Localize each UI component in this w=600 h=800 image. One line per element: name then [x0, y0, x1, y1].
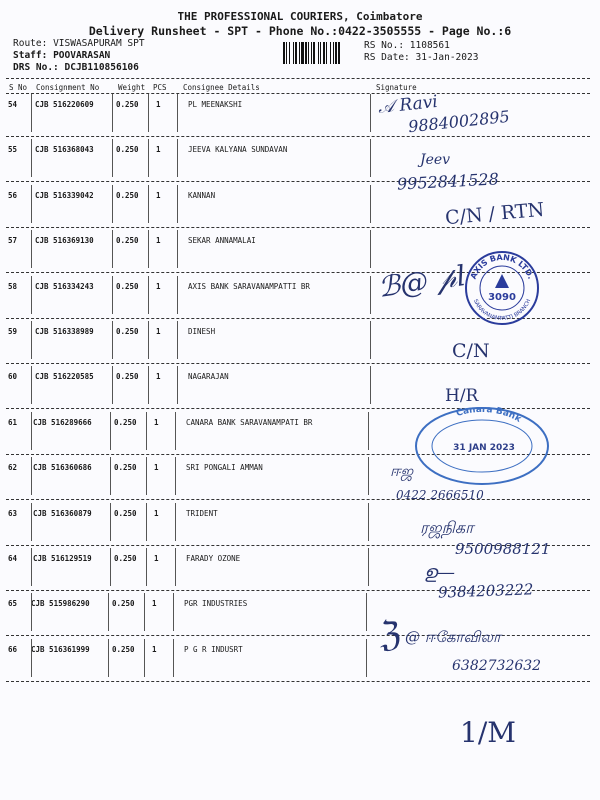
column-divider: [368, 503, 369, 541]
row-sno: 63: [8, 508, 18, 518]
row-pcs: 1: [156, 327, 161, 336]
column-divider: [146, 412, 147, 450]
row-sno: 56: [8, 190, 18, 200]
barcode-bar: [330, 42, 331, 64]
row-weight: 0.250: [114, 417, 137, 427]
barcode-bar: [293, 42, 294, 64]
rs-no-label: RS No.:: [364, 40, 405, 51]
column-divider: [31, 593, 32, 631]
column-divider: [370, 230, 371, 268]
column-divider: [112, 230, 113, 268]
column-divider: [144, 639, 145, 677]
column-divider: [31, 412, 32, 450]
row-divider: [6, 227, 590, 228]
row-sno: 60: [8, 372, 18, 382]
column-divider: [177, 139, 178, 177]
handwritten-phone-66: 6382732632: [452, 658, 542, 674]
column-divider: [110, 503, 111, 541]
signature-65: ℨ: [380, 615, 401, 655]
column-divider: [366, 639, 367, 677]
column-divider: [31, 276, 32, 314]
row-sno: 54: [8, 100, 18, 109]
barcode-bar: [320, 42, 321, 64]
column-divider: [31, 139, 32, 177]
signature-64: ഉ—: [424, 562, 455, 583]
handwritten-footer-mark: 1/M: [460, 716, 516, 749]
barcode-bar: [283, 42, 285, 64]
row-consignee: NAGARAJAN: [188, 372, 229, 382]
signature-63: ரஜநிகா: [420, 518, 474, 537]
row-consignee: PL MEENAKSHI: [188, 100, 243, 109]
row-weight: 0.250: [116, 236, 139, 246]
column-divider: [368, 457, 369, 495]
barcode-bar: [301, 42, 304, 64]
column-divider: [112, 276, 113, 314]
drs-value: DCJB110856106: [64, 62, 139, 73]
axis-stamp-code: 3090: [488, 292, 516, 303]
column-divider: [110, 457, 111, 495]
row-sno: 64: [8, 554, 18, 563]
staff-value: POOVARASAN: [53, 50, 111, 61]
column-divider: [177, 94, 178, 132]
column-divider: [112, 94, 113, 132]
row-consignee: FARADY OZONE: [186, 554, 241, 563]
row-weight: 0.250: [116, 281, 139, 291]
row-consignee: SRI PONGALI AMMAN: [186, 463, 263, 473]
axis-stamp-name: AXIS BANK LTD.: [468, 252, 536, 281]
row-sno: 66: [8, 644, 18, 654]
row-pcs: 1: [152, 644, 157, 654]
canara-bank-stamp: [412, 404, 552, 488]
company-title: THE PROFESSIONAL COURIERS, Coimbatore: [177, 10, 423, 23]
handwritten-phone-54: 9884002895: [407, 106, 511, 137]
row-consignment-no: CJB 516339042: [35, 190, 94, 200]
runsheet-subtitle: Delivery Runsheet - SPT - Phone No.:0422-3505555 - Page No.:6: [88, 24, 512, 38]
column-divider: [148, 276, 149, 314]
row-consignment-no: CJB 516289666: [33, 417, 92, 427]
row-divider: [6, 363, 590, 364]
staff-line: [13, 50, 110, 61]
column-divider: [108, 639, 109, 677]
barcode-bar: [333, 42, 334, 64]
row-divider: [6, 681, 590, 682]
row-pcs: 1: [156, 145, 161, 155]
column-divider: [148, 230, 149, 268]
rs-date-line: [364, 52, 478, 63]
barcode-bar: [311, 42, 312, 64]
barcode-bar: [318, 42, 319, 64]
handwritten-phone-62: 0422 2666510: [396, 488, 484, 502]
route-label: Route:: [13, 38, 48, 49]
signature-62: ஈஜ: [390, 462, 414, 480]
barcode-bar: [338, 42, 340, 64]
row-consignment-no: CJB 516368043: [35, 145, 94, 155]
signature-58: ℬ@ 𝓅l: [376, 259, 468, 304]
row-consignee: AXIS BANK SARAVANAMPATTI BR: [188, 281, 310, 291]
row-consignee: KANNAN: [188, 190, 216, 200]
row-weight: 0.250: [116, 145, 139, 155]
row-pcs: 1: [152, 599, 157, 609]
row-weight: 0.250: [116, 372, 139, 382]
column-divider: [177, 185, 178, 223]
col-header-sno: S No: [9, 83, 28, 92]
row-sno: 61: [8, 417, 18, 427]
row-consignee: TRIDENT: [186, 508, 218, 518]
column-divider: [370, 321, 371, 359]
barcode-image: [283, 42, 356, 64]
column-divider: [31, 321, 32, 359]
row-sno: 55: [8, 145, 18, 155]
column-divider: [31, 503, 32, 541]
staff-label: Staff:: [13, 50, 48, 61]
drs-line: [13, 62, 139, 73]
row-pcs: 1: [156, 100, 161, 109]
signature-66: @ ஈகோவிலா: [405, 628, 501, 646]
column-divider: [148, 185, 149, 223]
column-divider: [31, 366, 32, 404]
barcode-bar: [335, 42, 337, 64]
row-weight: 0.250: [114, 554, 137, 563]
column-divider: [177, 230, 178, 268]
row-consignee: SEKAR ANNAMALAI: [188, 236, 256, 246]
column-divider: [144, 593, 145, 631]
handwritten-note-60: H/R: [445, 386, 479, 406]
column-divider: [31, 185, 32, 223]
column-divider: [148, 139, 149, 177]
barcode-bar: [308, 42, 309, 64]
svg-text:Canara Bank: [455, 405, 523, 425]
col-header-consignee: Consignee Details: [183, 83, 260, 92]
column-divider: [175, 548, 176, 586]
row-pcs: 1: [154, 417, 159, 427]
column-divider: [31, 639, 32, 677]
row-consignment-no: CJB 516334243: [35, 281, 94, 291]
column-divider: [370, 185, 371, 223]
row-consignment-no: CJB 516369130: [35, 236, 94, 246]
column-divider: [112, 185, 113, 223]
canara-stamp-name: Canara Bank: [455, 404, 523, 425]
signature-55: Jeev: [420, 152, 451, 168]
column-divider: [31, 457, 32, 495]
row-sno: 58: [8, 281, 18, 291]
row-consignment-no: CJB 516220585: [35, 372, 94, 382]
row-divider: [6, 635, 590, 636]
column-divider: [173, 593, 174, 631]
row-sno: 57: [8, 236, 18, 246]
column-divider: [146, 503, 147, 541]
row-consignee: CANARA BANK SARAVANAMPATI BR: [186, 417, 313, 427]
signature-54: 𝒜 Ravi: [377, 91, 439, 119]
barcode-bar: [323, 42, 325, 64]
table-top-rule: [6, 78, 590, 79]
column-divider: [173, 639, 174, 677]
column-divider: [368, 412, 369, 450]
axis-stamp-branch: SARAVANAMPATTI BRANCH: [471, 298, 533, 323]
row-weight: 0.250: [116, 327, 139, 336]
column-divider: [108, 593, 109, 631]
row-pcs: 1: [156, 281, 161, 291]
column-divider: [112, 139, 113, 177]
row-weight: 0.250: [114, 508, 137, 518]
column-divider: [146, 457, 147, 495]
rs-no-line: [364, 40, 450, 51]
handwritten-phone-55: 9952841528: [396, 169, 500, 194]
row-pcs: 1: [156, 236, 161, 246]
row-weight: 0.250: [112, 599, 135, 609]
column-divider: [177, 366, 178, 404]
row-consignee: PGR INDUSTRIES: [184, 599, 248, 609]
column-divider: [370, 94, 371, 132]
column-divider: [175, 503, 176, 541]
header-rule: [6, 93, 590, 94]
row-consignment-no: CJB 516338989: [35, 327, 94, 336]
row-pcs: 1: [156, 190, 161, 200]
row-pcs: 1: [154, 463, 159, 473]
row-consignee: P G R INDUSRT: [184, 644, 243, 654]
drs-label: DRS No.:: [13, 62, 59, 73]
column-divider: [31, 94, 32, 132]
row-sno: 62: [8, 463, 18, 473]
row-divider: [6, 136, 590, 137]
row-pcs: 1: [154, 508, 159, 518]
column-divider: [112, 366, 113, 404]
column-divider: [370, 139, 371, 177]
row-consignment-no: CJB 516129519: [33, 554, 92, 563]
row-consignee: DINESH: [188, 327, 216, 336]
barcode-bar: [289, 42, 290, 64]
column-divider: [175, 457, 176, 495]
row-consignment-no: CJB 516360686: [33, 463, 92, 473]
row-weight: 0.250: [116, 190, 139, 200]
barcode-bar: [299, 42, 300, 64]
column-divider: [177, 321, 178, 359]
row-sno: 59: [8, 327, 18, 336]
row-divider: [6, 499, 590, 500]
handwritten-phone-64: 9384203222: [437, 580, 534, 602]
column-divider: [110, 548, 111, 586]
canara-stamp-date: 31 JAN 2023: [453, 443, 515, 453]
route-line: [13, 38, 145, 49]
column-divider: [368, 548, 369, 586]
column-divider: [177, 276, 178, 314]
rs-date-value: 31-Jan-2023: [415, 52, 479, 63]
handwritten-note-56: C/N / RTN: [444, 198, 546, 230]
column-divider: [110, 412, 111, 450]
row-pcs: 1: [154, 554, 159, 563]
row-pcs: 1: [156, 372, 161, 382]
column-divider: [31, 230, 32, 268]
handwritten-phone-63: 9500988121: [455, 540, 551, 558]
row-consignment-no: CJB 515986290: [31, 599, 90, 609]
route-value: VISWASAPURAM SPT: [53, 38, 145, 49]
column-divider: [146, 548, 147, 586]
col-header-consignment: Consignment No: [36, 83, 100, 92]
handwritten-note-59: C/N: [452, 340, 490, 362]
barcode-bar: [305, 42, 307, 64]
row-sno: 65: [8, 599, 18, 609]
column-divider: [31, 548, 32, 586]
column-divider: [175, 412, 176, 450]
column-divider: [112, 321, 113, 359]
column-divider: [148, 321, 149, 359]
column-divider: [148, 94, 149, 132]
barcode-bar: [295, 42, 297, 64]
row-weight: 0.250: [112, 644, 135, 654]
barcode-bar: [313, 42, 315, 64]
row-divider: [6, 181, 590, 182]
column-divider: [366, 593, 367, 631]
row-consignment-no: CJB 516360879: [33, 508, 92, 518]
row-weight: 0.250: [116, 100, 139, 109]
col-header-signature: Signature: [376, 83, 417, 92]
col-header-pcs: PCS: [153, 83, 167, 92]
barcode-bar: [326, 42, 327, 64]
rs-date-label: RS Date:: [364, 52, 410, 63]
column-divider: [370, 276, 371, 314]
row-consignment-no: CJB 516361999: [31, 644, 90, 654]
column-divider: [370, 366, 371, 404]
column-divider: [148, 366, 149, 404]
row-weight: 0.250: [114, 463, 137, 473]
row-consignee: JEEVA KALYANA SUNDAVAN: [188, 145, 288, 155]
rs-no-value: 1108561: [409, 40, 450, 51]
barcode-bar: [286, 42, 287, 64]
col-header-weight: Weight: [118, 83, 146, 92]
axis-bank-stamp: [462, 250, 542, 326]
row-consignment-no: CJB 516220609: [35, 100, 94, 109]
